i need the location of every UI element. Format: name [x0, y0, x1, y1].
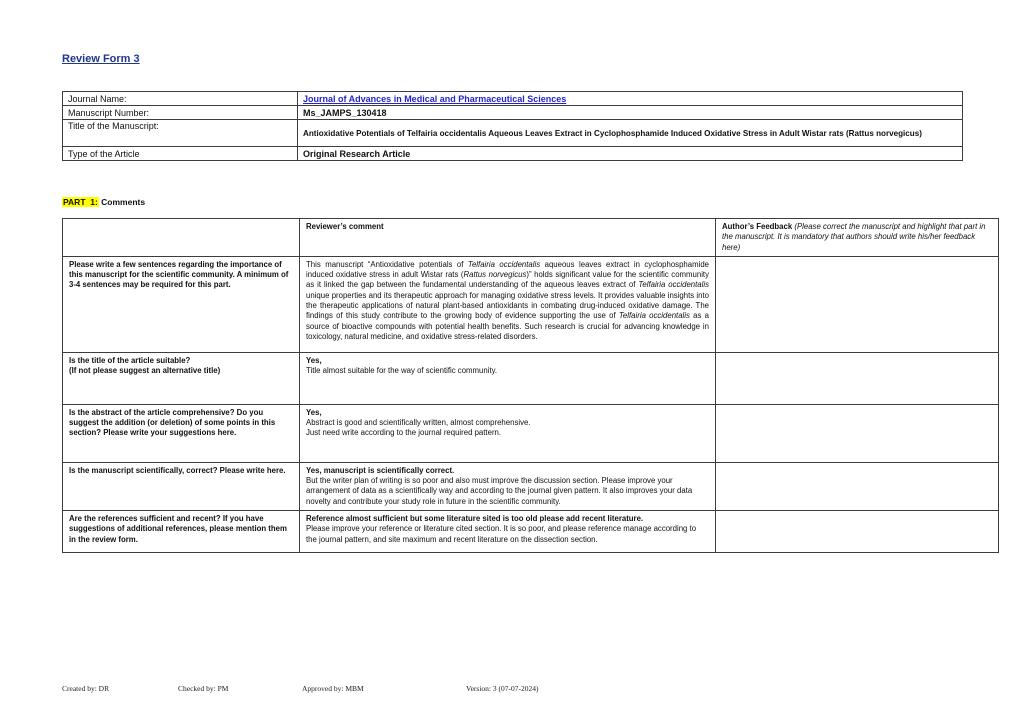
question-cell: Is the title of the article suitable? (If not please suggest an alternative title) [63, 352, 300, 404]
question-cell: Please write a few sentences regarding the importance of this manuscript for the scientific community. A minimum of 3-4 sentences may be required for this part. [63, 256, 300, 352]
table-row [63, 92, 963, 106]
manuscript-info-table [62, 91, 963, 161]
author-feedback-title: Author’s Feedback [722, 222, 795, 231]
manuscript-title-label: Title of the Manuscript: [63, 120, 298, 147]
reviewer-comment-cell: Yes, Abstract is good and scientifically written, almost comprehensive. Just need write according to the journal required pattern. [300, 404, 716, 462]
author-feedback-header [716, 219, 999, 257]
author-feedback-note: (Please correct the manuscript and highlight that part in the manuscript. It is mandatory that authors should write his/her feedback here) [722, 222, 986, 252]
part1-label: PART 1: [63, 197, 98, 207]
author-feedback-cell [716, 256, 999, 352]
table-row [63, 404, 999, 462]
table-row [63, 256, 999, 352]
header-empty-cell [63, 219, 300, 257]
article-type-label: Type of the Article [63, 147, 298, 161]
reviewer-comment-header: Reviewer’s comment [300, 219, 716, 257]
part1-heading [62, 197, 145, 207]
question-cell: Are the references sufficient and recent? If you have suggestions of additional references, please mention them in the review form. [63, 510, 300, 552]
table-row [63, 106, 963, 120]
manuscript-title-value: Antioxidative Potentials of Telfairia occidentalis Aqueous Leaves Extract in Cyclophosphamide Induced Oxidative Stress in Adult Wistar rats (Rattus norvegicus) [298, 120, 963, 147]
comments-table [62, 218, 999, 553]
table-row [63, 462, 999, 510]
reviewer-comment-cell: Yes, Title almost suitable for the way of scientific community. [300, 352, 716, 404]
question-cell: Is the abstract of the article comprehensive? Do you suggest the addition (or deletion) of some points in this section? Please write your suggestions here. [63, 404, 300, 462]
part1-comments-label: Comments [101, 197, 146, 207]
reviewer-comment-cell: Reference almost sufficient but some literature sited is too old please add recent literature. Please improve your reference or literature cited section. It is so poor, and please reference manage according to the journal pattern, and site maximum and recent literature on the dissection section. [300, 510, 716, 552]
article-type-value: Original Research Article [298, 147, 963, 161]
table-header-row [63, 219, 999, 257]
form-title: Review Form 3 [62, 53, 140, 65]
footer-created-by: Created by: DR [62, 684, 110, 693]
footer-checked-by: Checked by: PM [178, 684, 229, 693]
author-feedback-cell [716, 404, 999, 462]
author-feedback-cell [716, 510, 999, 552]
table-row [63, 147, 963, 161]
table-row [63, 120, 963, 147]
journal-name-link[interactable]: Journal of Advances in Medical and Pharmaceutical Sciences [303, 93, 567, 104]
table-row [63, 352, 999, 404]
manuscript-number-label: Manuscript Number: [63, 106, 298, 120]
author-feedback-cell [716, 352, 999, 404]
manuscript-number-value: Ms_JAMPS_130418 [298, 106, 963, 120]
footer-approved-by: Approved by: MBM [302, 684, 364, 693]
table-row [63, 510, 999, 552]
reviewer-comment-cell: This manuscript “Antioxidative potentials of Telfairia occidentalis aqueous leaves extract in cyclophosphamide induced oxidative stress in adult Wistar rats (Rattus norvegicus)” holds significant value for the scientific community as it linked the gap between the fundamental understanding of the aqueous leaves extract of Telfairia occidentalis unique properties and its therapeutic approach for managing oxidative stress levels. It provides valuable insights into the therapeutic applications of natural plant-based antioxidants in combating drug-induced oxidative damage. The findings of this study contribute to the growing body of evidence supporting the use of Telfairia occidentalis as a source of bioactive compounds with potential health benefits. Such research is crucial for advancing knowledge in toxicology, natural medicine, and oxidative stress-related disorders. [300, 256, 716, 352]
footer-version: Version: 3 (07-07-2024) [466, 684, 539, 693]
author-feedback-cell [716, 462, 999, 510]
reviewer-comment-cell: Yes, manuscript is scientifically correct. But the writer plan of writing is so poor and also must improve the discussion section. Please improve your arrangement of data as a scientifically way and according to the journal given pattern. It also improves your data novelty and contribute your study role in future in the scientific community. [300, 462, 716, 510]
question-cell: Is the manuscript scientifically, correct? Please write here. [63, 462, 300, 510]
journal-name-label: Journal Name: [63, 92, 298, 106]
